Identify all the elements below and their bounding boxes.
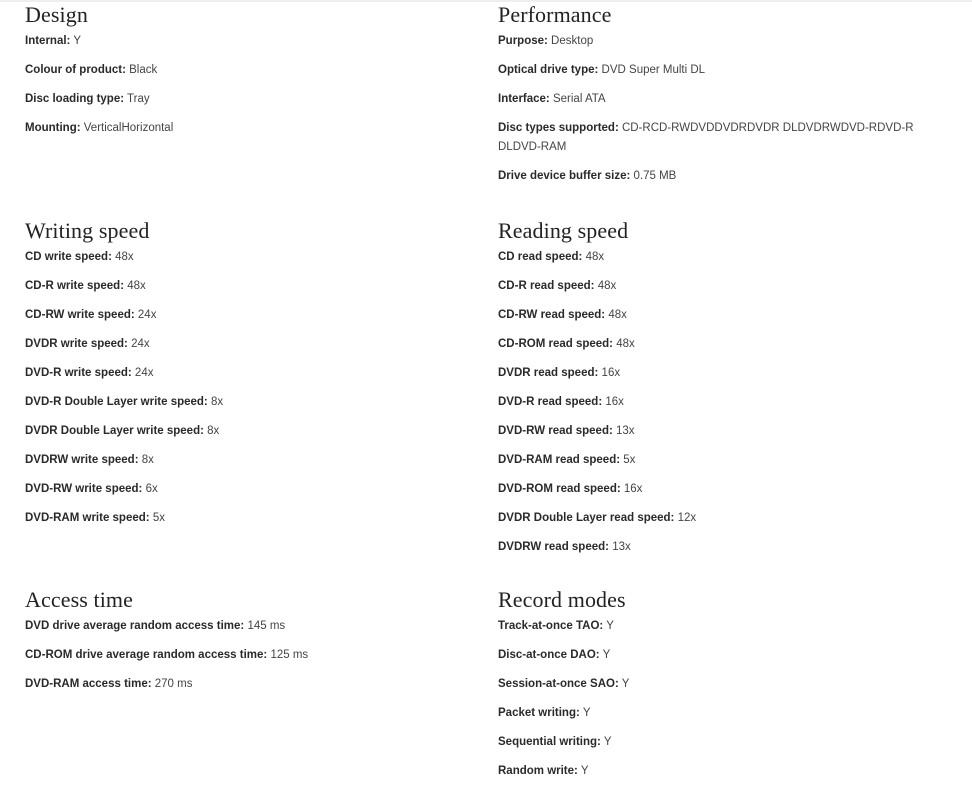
spec-list	[498, 32, 958, 186]
spec-item	[498, 675, 958, 694]
spec-item	[498, 538, 958, 557]
spec-value: 24x	[131, 338, 150, 350]
spec-value: Tray	[127, 93, 150, 105]
spec-key: Drive device buffer size:	[498, 170, 631, 182]
spec-key: DVD-RW write speed:	[25, 483, 143, 495]
spec-value: 24x	[137, 309, 157, 321]
spec-key: Disc loading type:	[25, 93, 125, 105]
section-title: Performance	[498, 2, 612, 27]
spec-key: Colour of product:	[25, 64, 126, 76]
spec-value: Black	[129, 64, 158, 76]
spec-key: CD-ROM read speed:	[498, 338, 614, 350]
spec-item	[25, 451, 485, 470]
spec-key: CD-ROM drive average random access time:	[25, 649, 268, 661]
spec-key: DVDR read speed:	[498, 367, 599, 379]
spec-key: Disc-at-once DAO:	[498, 649, 600, 661]
spec-item	[498, 733, 958, 752]
spec-item	[498, 480, 958, 499]
spec-item	[25, 364, 485, 383]
spec-key: CD-R read speed:	[498, 280, 595, 292]
spec-key: Packet writing:	[498, 707, 580, 719]
spec-value: 13x	[612, 541, 631, 553]
spec-item	[25, 393, 485, 412]
spec-item	[498, 119, 958, 157]
spec-item	[498, 364, 958, 383]
spec-key: Interface:	[498, 93, 550, 105]
spec-item	[498, 90, 958, 109]
spec-value: 48x	[608, 309, 627, 321]
spec-section-design	[25, 2, 485, 148]
spec-value: 8x	[207, 425, 220, 437]
spec-item	[25, 509, 485, 528]
section-title: Record modes	[498, 587, 626, 612]
spec-key: DVD-R read speed:	[498, 396, 603, 408]
spec-value: Serial ATA	[552, 93, 606, 105]
spec-item	[498, 451, 958, 470]
spec-key: Track-at-once TAO:	[498, 620, 604, 632]
spec-list	[498, 248, 958, 557]
spec-value: 13x	[616, 425, 635, 437]
spec-value: 16x	[605, 396, 624, 408]
spec-value: Y	[580, 765, 589, 777]
spec-value: Y	[606, 620, 614, 632]
spec-value: 8x	[210, 396, 224, 408]
section-title: Reading speed	[498, 218, 629, 243]
spec-value: 270 ms	[154, 678, 193, 690]
spec-item	[498, 335, 958, 354]
spec-item	[25, 119, 485, 138]
spec-key: DVDRW read speed:	[498, 541, 609, 553]
spec-value: CD-RCD-RWDVDDVDRDVDR DLDVDRWDVD-RDVD-R DLDVD-RAM	[498, 122, 914, 153]
spec-item	[498, 306, 958, 325]
spec-section-writing-speed	[25, 218, 485, 538]
spec-value: 48x	[585, 251, 605, 263]
spec-item	[498, 762, 958, 781]
spec-section-reading-speed	[498, 218, 958, 567]
spec-value: 24x	[134, 367, 154, 379]
spec-list	[25, 617, 485, 694]
spec-item	[498, 167, 958, 186]
spec-value: Y	[621, 678, 630, 690]
spec-key: CD-RW write speed:	[25, 309, 135, 321]
spec-key: DVD-ROM read speed:	[498, 483, 621, 495]
spec-key: DVD drive average random access time:	[25, 620, 245, 632]
spec-value: 5x	[623, 454, 636, 466]
spec-item	[25, 32, 485, 51]
spec-key: CD write speed:	[25, 251, 112, 263]
spec-section-access-time	[25, 587, 485, 704]
spec-key: CD-R write speed:	[25, 280, 125, 292]
spec-list	[498, 617, 958, 781]
section-title: Writing speed	[25, 218, 150, 243]
spec-key: DVD-RAM write speed:	[25, 512, 150, 524]
spec-value: Y	[602, 649, 611, 661]
spec-key: DVDR Double Layer write speed:	[25, 425, 204, 437]
spec-key: CD-RW read speed:	[498, 309, 606, 321]
spec-key: Random write:	[498, 765, 578, 777]
spec-value: Y	[582, 707, 591, 719]
spec-item	[25, 335, 485, 354]
spec-value: 145 ms	[247, 620, 286, 632]
spec-value: DVD Super Multi DL	[601, 64, 706, 76]
spec-value: 48x	[127, 280, 146, 292]
spec-key: DVD-RAM read speed:	[498, 454, 621, 466]
spec-item	[25, 90, 485, 109]
spec-value: Y	[603, 736, 612, 748]
spec-value: 48x	[616, 338, 635, 350]
spec-value: 48x	[597, 280, 617, 292]
spec-item	[25, 306, 485, 325]
spec-value: 16x	[601, 367, 621, 379]
spec-value: 8x	[141, 454, 154, 466]
spec-key: DVDR Double Layer read speed:	[498, 512, 675, 524]
spec-value: 6x	[145, 483, 158, 495]
spec-item	[498, 704, 958, 723]
spec-value: 125 ms	[270, 649, 309, 661]
spec-value: VerticalHorizontal	[83, 122, 174, 134]
spec-item	[498, 61, 958, 80]
spec-key: DVDR write speed:	[25, 338, 128, 350]
spec-value: 12x	[677, 512, 697, 524]
spec-key: Mounting:	[25, 122, 81, 134]
section-title: Design	[25, 2, 88, 27]
spec-value: Desktop	[551, 35, 594, 47]
spec-item	[498, 422, 958, 441]
spec-list	[25, 248, 485, 528]
spec-key: DVD-R Double Layer write speed:	[25, 396, 208, 408]
spec-key: DVDRW write speed:	[25, 454, 139, 466]
spec-value: Y	[73, 35, 82, 47]
spec-item	[25, 617, 485, 636]
spec-item	[498, 277, 958, 296]
spec-item	[25, 480, 485, 499]
spec-item	[25, 277, 485, 296]
spec-value: 16x	[623, 483, 643, 495]
section-title: Access time	[25, 587, 134, 612]
spec-item	[25, 646, 485, 665]
spec-key: Sequential writing:	[498, 736, 601, 748]
spec-value: 48x	[115, 251, 134, 263]
spec-key: Disc types supported:	[498, 122, 619, 134]
spec-key: Internal:	[25, 35, 71, 47]
spec-item	[498, 509, 958, 528]
spec-value: 0.75 MB	[633, 170, 677, 182]
spec-item	[25, 675, 485, 694]
spec-key: CD read speed:	[498, 251, 583, 263]
spec-key: Purpose:	[498, 35, 548, 47]
spec-key: Optical drive type:	[498, 64, 599, 76]
spec-item	[25, 422, 485, 441]
spec-key: DVD-RAM access time:	[25, 678, 152, 690]
spec-item	[25, 61, 485, 80]
spec-item	[498, 32, 958, 51]
spec-item	[498, 248, 958, 267]
spec-key: DVD-RW read speed:	[498, 425, 613, 437]
spec-item	[498, 646, 958, 665]
spec-item	[25, 248, 485, 267]
spec-value: 5x	[152, 512, 165, 524]
spec-section-record-modes	[498, 587, 958, 791]
spec-key: DVD-R write speed:	[25, 367, 132, 379]
spec-item	[498, 393, 958, 412]
spec-item	[498, 617, 958, 636]
spec-key: Session-at-once SAO:	[498, 678, 619, 690]
spec-list	[25, 32, 485, 138]
spec-section-performance	[498, 2, 958, 196]
